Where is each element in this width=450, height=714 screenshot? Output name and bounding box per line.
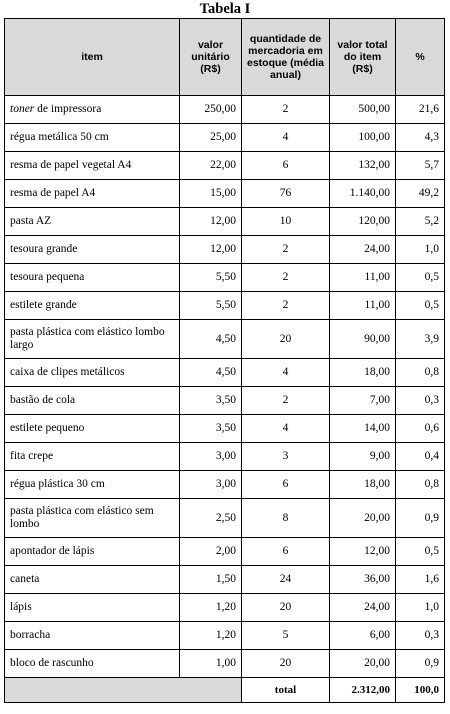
cell-unit-value: 2,00: [180, 538, 242, 566]
cell-unit-value: 3,00: [180, 443, 242, 471]
cell-unit-value: 4,50: [180, 359, 242, 387]
cell-unit-value: 250,00: [180, 96, 242, 124]
table-row: [5, 96, 445, 124]
cell-percent: 49,2: [396, 180, 445, 208]
cell-item: régua metálica 50 cm: [5, 124, 180, 152]
cell-item: apontador de lápis: [5, 538, 180, 566]
cell-total-value: 12,00: [330, 538, 396, 566]
cell-item: pasta plástica com elástico sem lombo: [5, 499, 180, 538]
table-row: [5, 415, 445, 443]
cell-total-value: 100,00: [330, 124, 396, 152]
inventory-table: [4, 18, 445, 703]
cell-quantity: 5: [242, 622, 330, 650]
cell-total-value: 1.140,00: [330, 180, 396, 208]
cell-quantity: 20: [242, 320, 330, 359]
cell-percent: 0,3: [396, 622, 445, 650]
cell-quantity: 2: [242, 96, 330, 124]
cell-item: régua plástica 30 cm: [5, 471, 180, 499]
cell-unit-value: 25,00: [180, 124, 242, 152]
cell-item: resma de papel vegetal A4: [5, 152, 180, 180]
cell-total-value: 36,00: [330, 566, 396, 594]
table-row: [5, 650, 445, 678]
cell-percent: 0,5: [396, 538, 445, 566]
cell-item-text: de impressora: [34, 103, 102, 115]
cell-total-value: 18,00: [330, 359, 396, 387]
cell-total-value: 18,00: [330, 471, 396, 499]
cell-total-value: 132,00: [330, 152, 396, 180]
cell-total-value: 20,00: [330, 499, 396, 538]
header-total-value: valor total do item (R$): [330, 19, 396, 96]
cell-item: caneta: [5, 566, 180, 594]
cell-percent: 1,0: [396, 236, 445, 264]
header-item: item: [5, 19, 180, 96]
total-row: [5, 678, 445, 703]
cell-total-value: 24,00: [330, 236, 396, 264]
cell-percent: 21,6: [396, 96, 445, 124]
table-row: [5, 359, 445, 387]
cell-quantity: 2: [242, 264, 330, 292]
table-row: [5, 264, 445, 292]
total-percent: 100,0: [396, 678, 445, 703]
table-title: Tabela I: [199, 1, 251, 17]
cell-total-value: 500,00: [330, 96, 396, 124]
cell-unit-value: 1,50: [180, 566, 242, 594]
cell-item: tesoura pequena: [5, 264, 180, 292]
total-label: total: [242, 678, 330, 703]
cell-unit-value: 1,00: [180, 650, 242, 678]
cell-quantity: 10: [242, 208, 330, 236]
cell-unit-value: 3,50: [180, 387, 242, 415]
cell-item: pasta AZ: [5, 208, 180, 236]
cell-quantity: 4: [242, 359, 330, 387]
cell-quantity: 6: [242, 471, 330, 499]
cell-total-value: 11,00: [330, 292, 396, 320]
table-row: [5, 292, 445, 320]
table-body: [5, 96, 445, 678]
header-percent: %: [396, 19, 445, 96]
cell-item: estilete pequeno: [5, 415, 180, 443]
cell-percent: 1,0: [396, 594, 445, 622]
table-row: [5, 152, 445, 180]
cell-percent: 4,3: [396, 124, 445, 152]
cell-unit-value: 5,50: [180, 292, 242, 320]
header-row: [5, 19, 445, 96]
cell-unit-value: 3,00: [180, 471, 242, 499]
header-quantity: quantidade de mercadoria em estoque (média anual): [242, 19, 330, 96]
table-row: [5, 236, 445, 264]
cell-percent: 0,8: [396, 471, 445, 499]
cell-total-value: 24,00: [330, 594, 396, 622]
cell-item: resma de papel A4: [5, 180, 180, 208]
cell-total-value: 11,00: [330, 264, 396, 292]
cell-item: borracha: [5, 622, 180, 650]
cell-quantity: 24: [242, 566, 330, 594]
table-row: [5, 566, 445, 594]
cell-total-value: 7,00: [330, 387, 396, 415]
cell-item: fita crepe: [5, 443, 180, 471]
cell-item: bastão de cola: [5, 387, 180, 415]
cell-percent: 0,9: [396, 499, 445, 538]
cell-quantity: 6: [242, 152, 330, 180]
cell-percent: 5,2: [396, 208, 445, 236]
table-row: [5, 208, 445, 236]
table-row: [5, 387, 445, 415]
cell-quantity: 2: [242, 236, 330, 264]
cell-percent: 0,6: [396, 415, 445, 443]
cell-unit-value: 15,00: [180, 180, 242, 208]
cell-item-emphasis: toner: [10, 103, 35, 115]
table-header: [5, 19, 445, 96]
cell-item: bloco de rascunho: [5, 650, 180, 678]
cell-percent: 5,7: [396, 152, 445, 180]
table-row: [5, 471, 445, 499]
cell-total-value: 20,00: [330, 650, 396, 678]
cell-unit-value: 1,20: [180, 622, 242, 650]
cell-percent: 3,9: [396, 320, 445, 359]
cell-quantity: 4: [242, 415, 330, 443]
table-row: [5, 538, 445, 566]
cell-unit-value: 4,50: [180, 320, 242, 359]
total-value: 2.312,00: [330, 678, 396, 703]
cell-item: caixa de clipes metálicos: [5, 359, 180, 387]
cell-item: lápis: [5, 594, 180, 622]
table-row: [5, 443, 445, 471]
cell-quantity: 2: [242, 387, 330, 415]
cell-percent: 0,5: [396, 264, 445, 292]
table-row: [5, 320, 445, 359]
cell-total-value: 120,00: [330, 208, 396, 236]
table-row: [5, 594, 445, 622]
cell-unit-value: 5,50: [180, 264, 242, 292]
cell-unit-value: 12,00: [180, 208, 242, 236]
cell-quantity: 3: [242, 443, 330, 471]
cell-unit-value: 12,00: [180, 236, 242, 264]
table-row: [5, 180, 445, 208]
cell-total-value: 90,00: [330, 320, 396, 359]
cell-percent: 0,4: [396, 443, 445, 471]
cell-item: [5, 96, 180, 124]
cell-quantity: 6: [242, 538, 330, 566]
cell-total-value: 6,00: [330, 622, 396, 650]
cell-item: estilete grande: [5, 292, 180, 320]
cell-item: pasta plástica com elástico lombo largo: [5, 320, 180, 359]
cell-total-value: 9,00: [330, 443, 396, 471]
table-row: [5, 622, 445, 650]
cell-unit-value: 3,50: [180, 415, 242, 443]
cell-percent: 0,9: [396, 650, 445, 678]
cell-percent: 0,5: [396, 292, 445, 320]
table-row: [5, 499, 445, 538]
cell-unit-value: 1,20: [180, 594, 242, 622]
cell-percent: 1,6: [396, 566, 445, 594]
cell-quantity: 20: [242, 594, 330, 622]
table-row: [5, 124, 445, 152]
table-footer: [5, 678, 445, 703]
total-row-blank: [5, 678, 242, 703]
cell-quantity: 8: [242, 499, 330, 538]
cell-quantity: 20: [242, 650, 330, 678]
cell-quantity: 2: [242, 292, 330, 320]
cell-unit-value: 22,00: [180, 152, 242, 180]
cell-total-value: 14,00: [330, 415, 396, 443]
cell-item: tesoura grande: [5, 236, 180, 264]
header-unit-value: valor unitário (R$): [180, 19, 242, 96]
cell-percent: 0,3: [396, 387, 445, 415]
cell-quantity: 76: [242, 180, 330, 208]
cell-percent: 0,8: [396, 359, 445, 387]
cell-quantity: 4: [242, 124, 330, 152]
cell-unit-value: 2,50: [180, 499, 242, 538]
